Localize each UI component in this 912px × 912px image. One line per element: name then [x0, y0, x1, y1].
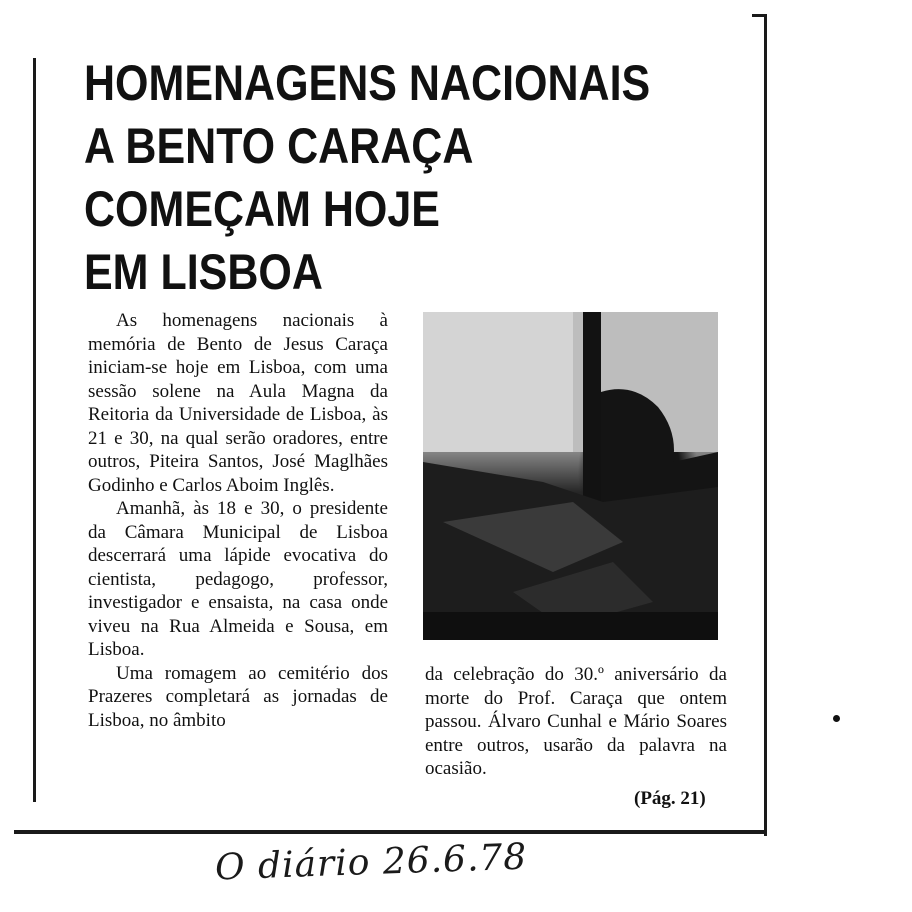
ink-speck — [833, 715, 840, 722]
article-paragraph-3: Uma romagem ao cemitério dos Prazeres completará as jornadas de Lisboa, no âmbito — [88, 662, 388, 731]
headline-line-3: COMEÇAM HOJE — [84, 181, 440, 237]
article-paragraph-1: As homenagens nacionais à memória de Bento de Jesus Caraça iniciam-se hoje em Lisboa, com uma sessão solene na Aula Magna da Reitoria da Universidade de Lisboa, às 21 e 30, na qual serão oradores, entre outros, Piteira Santos, José Maglhães Godinho e Carlos Aboim Inglês. — [88, 310, 388, 496]
right-border-rule — [764, 14, 767, 836]
headline-line-4: EM LISBOA — [84, 244, 323, 300]
photo-shapes — [423, 312, 718, 640]
article-column-right — [425, 663, 727, 781]
article-photo — [423, 312, 718, 640]
headline-line-1: HOMENAGENS NACIONAIS — [84, 55, 651, 111]
article-column-left — [88, 309, 388, 732]
left-border-rule — [33, 58, 36, 802]
page-reference: (Pág. 21) — [634, 788, 706, 809]
article-paragraph-4: da celebração do 30.º aniversário da morte do Prof. Caraça que ontem passou. Álvaro Cunhal e Mário Soares entre outros, usarão da palavra na ocasião. — [425, 664, 727, 779]
article-paragraph-2: Amanhã, às 18 e 30, o presidente da Câmara Municipal de Lisboa descerrará uma lápide evocativa do cientista, pedagogo, professor, investigador e ensaista, na casa onde viveu na Rua Almeida e Sousa, em Lisboa. — [88, 498, 388, 660]
handwritten-source-note: O diário 26.6.78 — [214, 836, 528, 889]
headline-line-2: A BENTO CARAÇA — [84, 118, 474, 174]
bottom-border-rule — [14, 830, 767, 834]
top-border-rule — [752, 14, 767, 17]
article-headline — [84, 52, 662, 304]
